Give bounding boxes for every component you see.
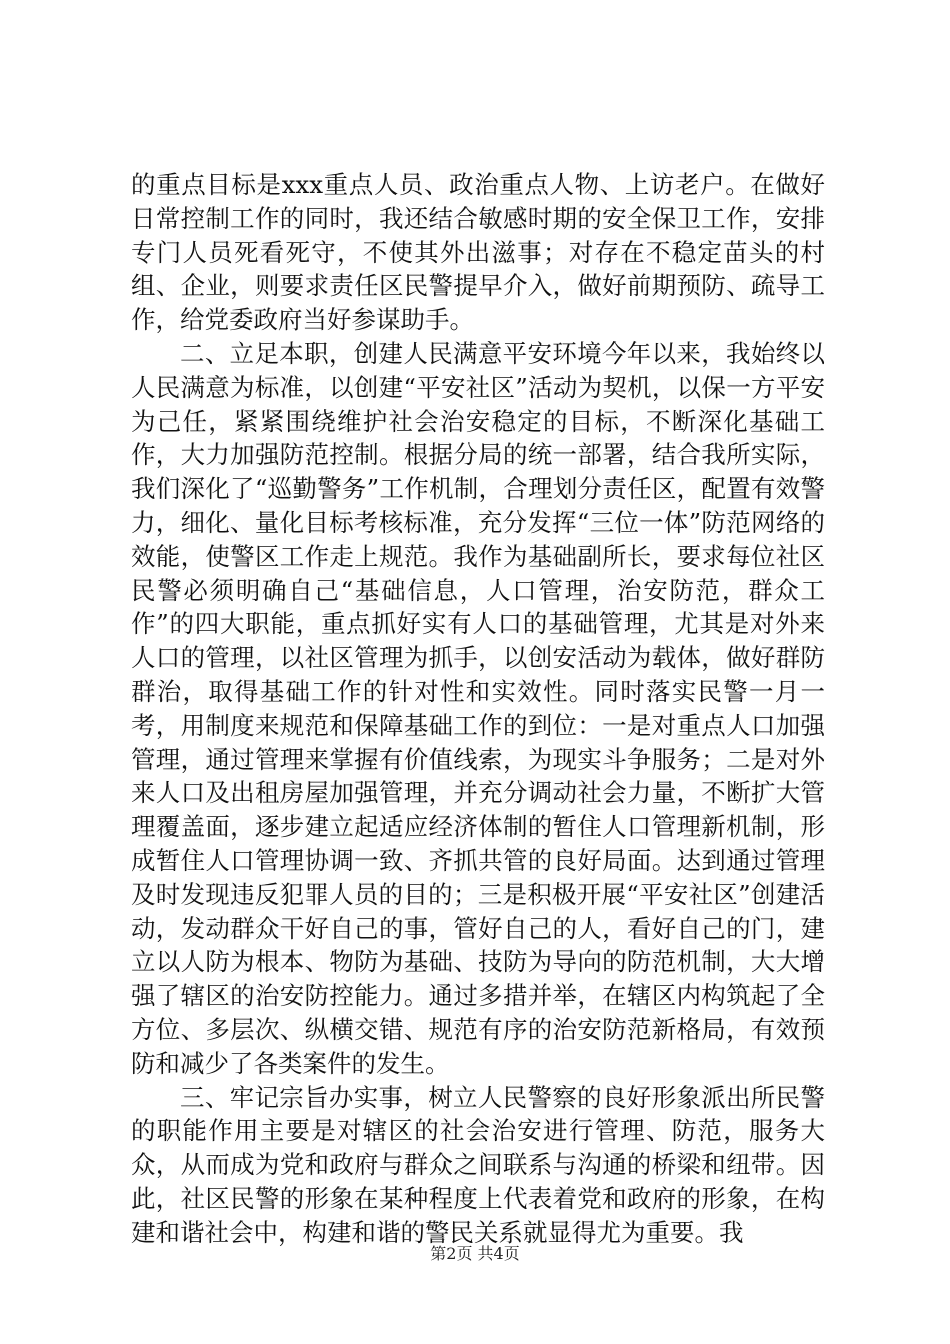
paragraph-continuation: 的重点目标是xxx重点人员、政治重点人物、上访老户。在做好日常控制工作的同时，我还结合敏感时期的安全保卫工作，安排专门人员死看死守，不使其外出滋事；对存在不稳定苗头的村组、企业，则要求责任区民警提早介入，做好前期预防、疏导工作，给党委政府当好参谋助手。 [131,170,825,335]
paragraph-section-two: 二、立足本职，创建人民满意平安环境今年以来，我始终以人民满意为标准，以创建“平安社区”活动为契机，以保一方平安为己任，紧紧围绕维护社会治安稳定的目标，不断深化基础工作，大力加强防范控制。根据分局的统一部署，结合我所实际，我们深化了“巡勤警务”工作机制，合理划分责任区，配置有效警力，细化、量化目标考核标准，充分发挥“三位一体”防范网络的效能，使警区工作走上规范。我作为基础副所长，要求每位社区民警必须明确自己“基础信息，人口管理，治安防范，群众工作”的四大职能，重点抓好实有人口的基础管理，尤其是对外来人口的管理，以社区管理为抓手，以创安活动为载体，做好群防群治，取得基础工作的针对性和实效性。同时落实民警一月一考，用制度来规范和保障基础工作的到位：一是对重点人口加强管理，通过管理来掌握有价值线索，为现实斗争服务；二是对外来人口及出租房屋加强管理，并充分调动社会力量，不断扩大管理覆盖面，逐步建立起适应经济体制的暂住人口管理新机制，形成暂住人口管理协调一致、齐抓共管的良好局面。达到通过管理及时发现违反犯罪人员的目的；三是积极开展“平安社区”创建活动，发动群众干好自己的事，管好自己的人，看好自己的门，建立以人防为根本、物防为基础、技防为导向的防范机制，大大增强了辖区的治安防控能力。通过多措并举，在辖区内构筑起了全方位、多层次、纵横交错、规范有序的治安防范新格局，有效预防和减少了各类案件的发生。 [131,338,825,1078]
paragraph-section-three: 三、牢记宗旨办实事，树立人民警察的良好形象派出所民警的职能作用主要是对辖区的社会治安进行管理、防范，服务大众，从而成为党和政府与群众之间联系与沟通的桥梁和纽带。因此，社区民警的形象在某种程度上代表着党和政府的形象，在构建和谐社会中，构建和谐的警民关系就显得尤为重要。我 [131,1082,825,1247]
page-number-footer: 第2页 共4页 [430,1244,520,1263]
document-body [131,168,825,1250]
